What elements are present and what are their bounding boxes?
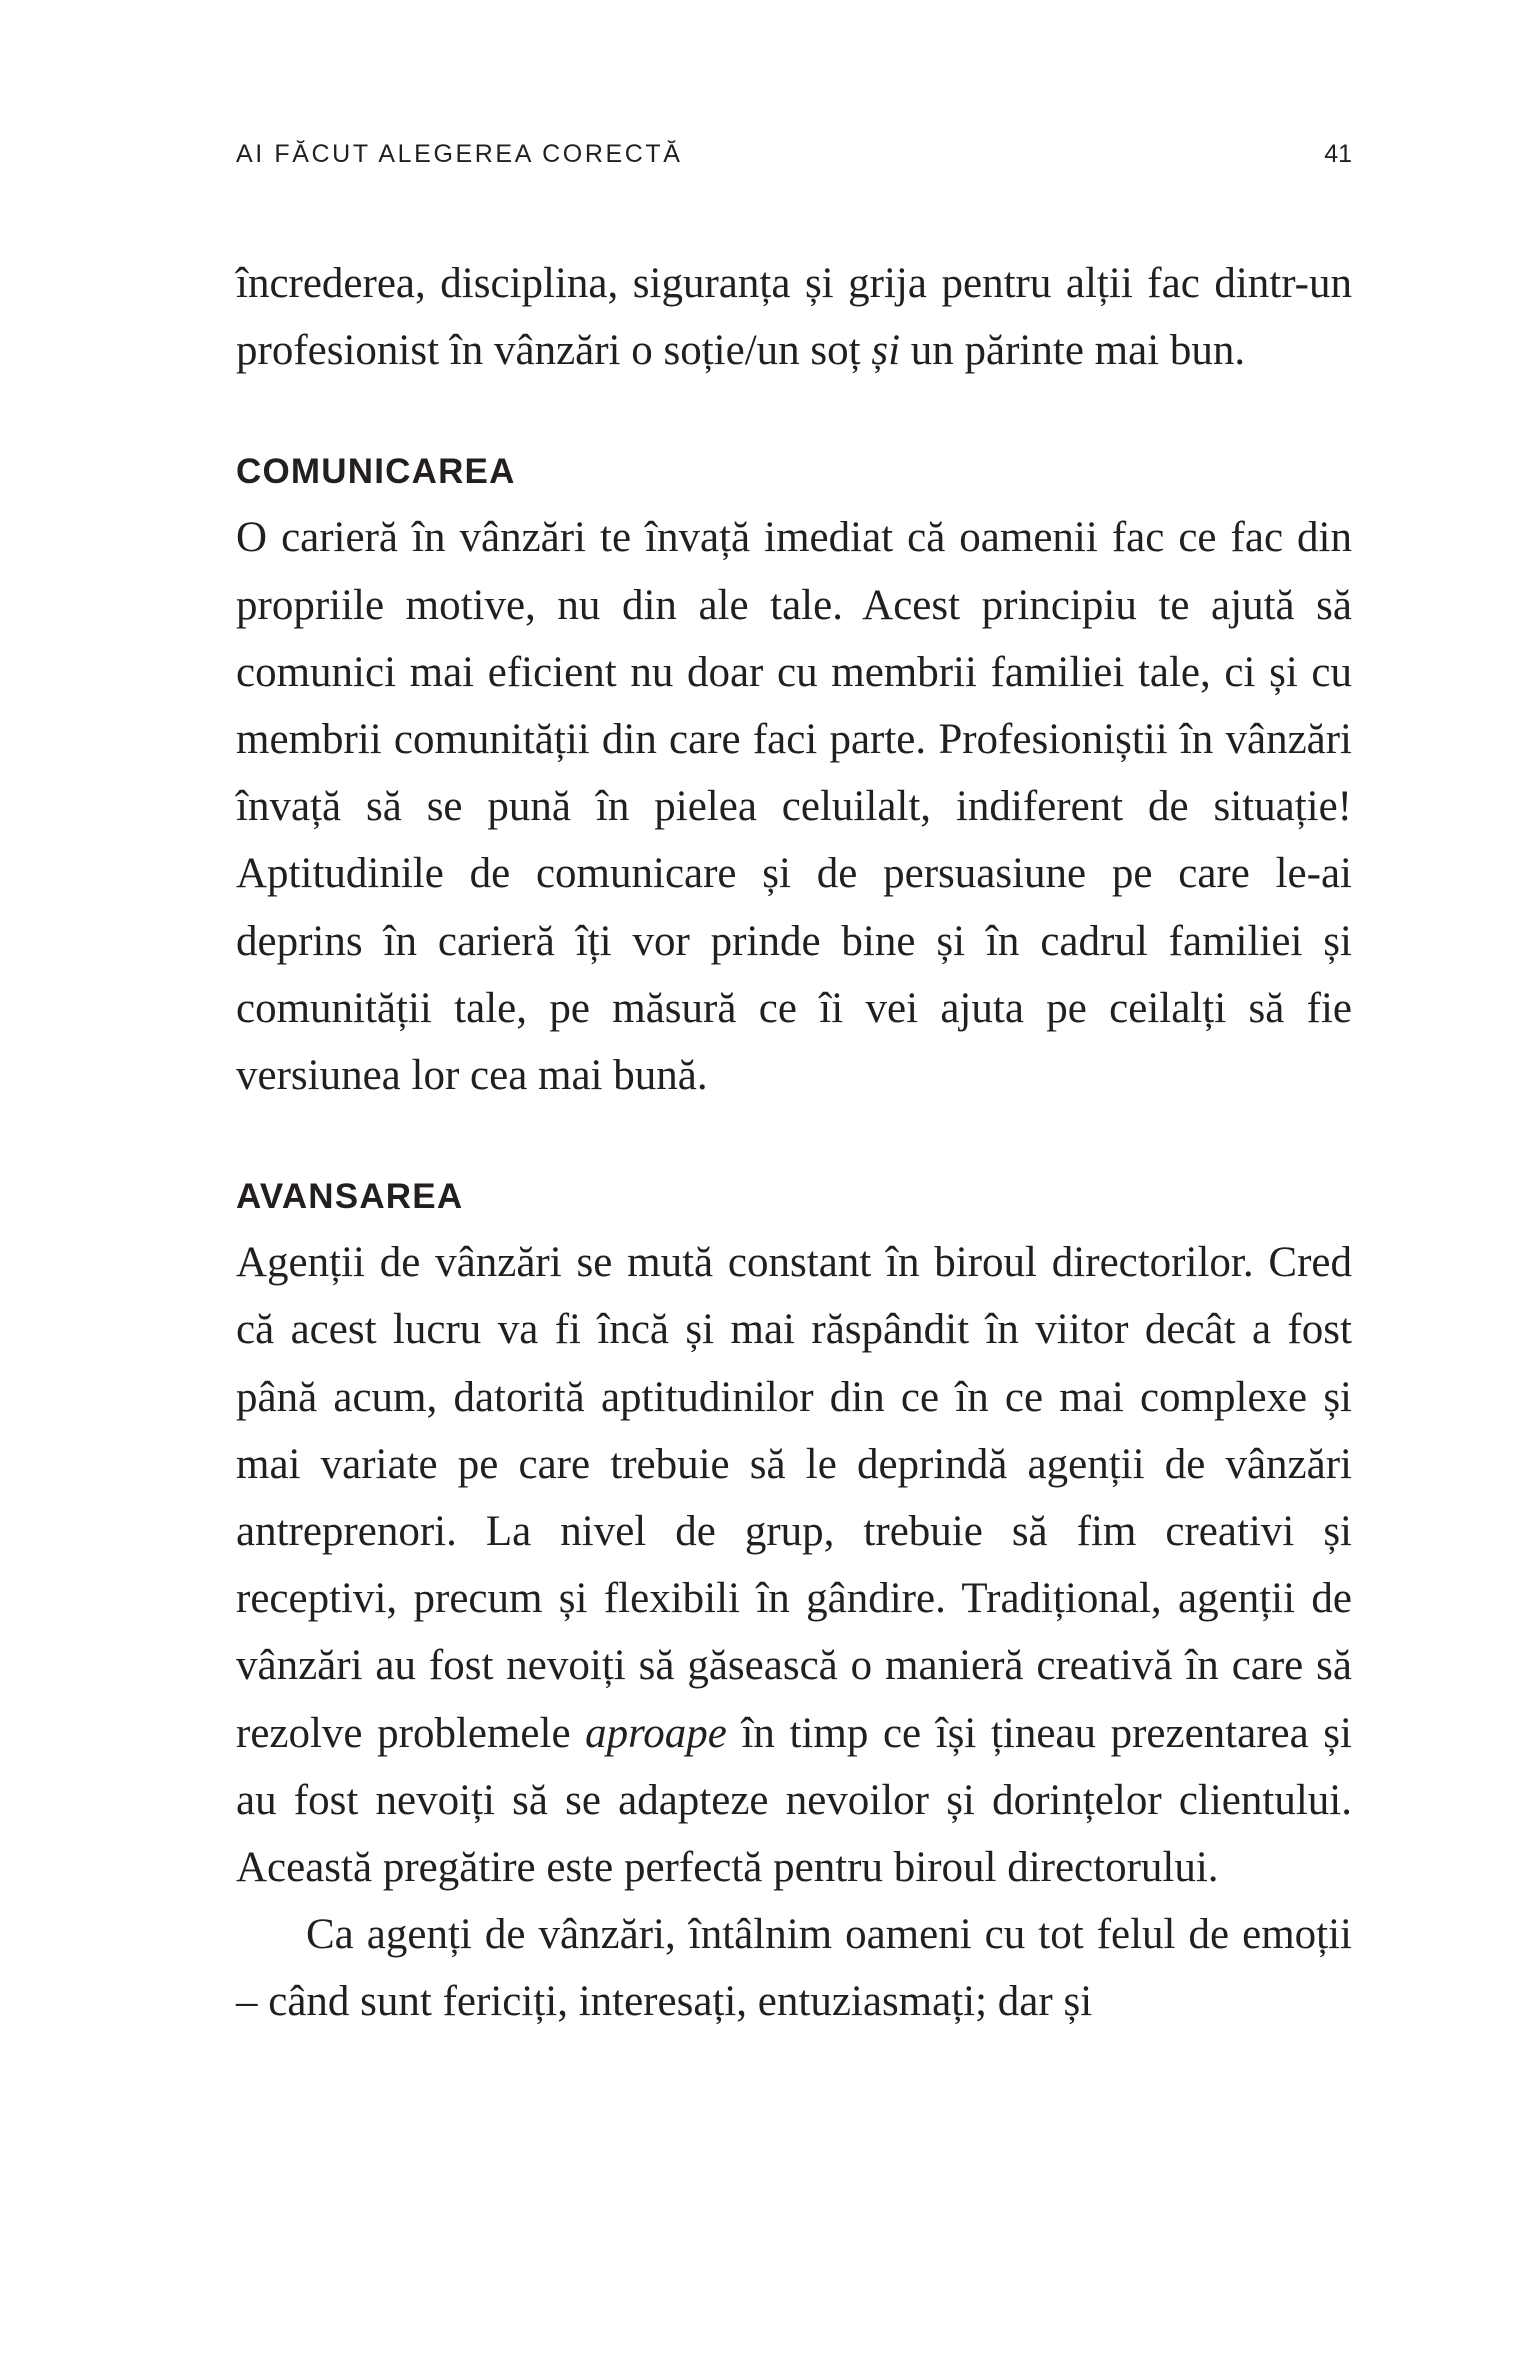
avansarea-paragraph [236, 1229, 1352, 1901]
page-number: 41 [1324, 140, 1352, 168]
avansarea-text-part1: Agenții de vânzări se mută constant în biroul directorilor. Cred că acest lucru va fi încă și mai răspândit în viitor decât a fost până acum, datorită aptitudinilor din ce în ce mai complexe și mai variate pe care trebuie să le deprindă agenții de vânzări antreprenori. La nivel de grup, trebuie să fim creativi și receptivi, precum și flexibili în gândire. Tradițional, agenții de vânzări au fost nevoiți să găsească o manieră creativă în care să rezolve problemele [236, 1239, 1352, 1757]
comunicarea-paragraph: O carieră în vânzări te învață imediat că oamenii fac ce fac din propriile motive, nu din ale tale. Acest principiu te ajută să comunici mai eficient nu doar cu membrii familiei tale, ci și cu membrii comunității din care faci parte. Profesioniștii în vânzări învață să se pună în pielea celuilalt, indiferent de situație! Aptitudinile de comunicare și de persuasiune pe care le-ai deprins în carieră îți vor prinde bine și în cadrul familiei și comunității tale, pe măsură ce îi vei ajuta pe ceilalți să fie versiunea lor cea mai bună. [236, 514, 1352, 1100]
avansarea-paragraph-2: Ca agenți de vânzări, întâlnim oameni cu tot felul de emoții – când sunt fericiți, interesați, entuziasmați; dar și [236, 1911, 1352, 2026]
intro-text-part1: încrederea, disciplina, siguranța și grija pentru alții fac dintr-un profesionist în vânzări o soție/un soț [236, 260, 1352, 375]
intro-paragraph [236, 250, 1352, 384]
page-body [236, 250, 1352, 2036]
running-header [236, 140, 1352, 169]
avansarea-text-part2: în timp ce își țineau prezentarea și au fost nevoiți să se adapteze nevoilor și dorințelor clientului. Această pregătire este perfectă pentru biroul directorului. [236, 1709, 1352, 1892]
section-heading-comunicarea: COMUNICAREA [236, 452, 516, 492]
avansarea-emphasis: aproape [585, 1709, 727, 1757]
intro-text-part2: un părinte mai bun. [900, 327, 1246, 375]
section-heading-avansarea: AVANSAREA [236, 1177, 464, 1217]
running-title: AI FĂCUT ALEGEREA CORECTĂ [236, 140, 683, 168]
intro-emphasis: și [871, 327, 901, 375]
